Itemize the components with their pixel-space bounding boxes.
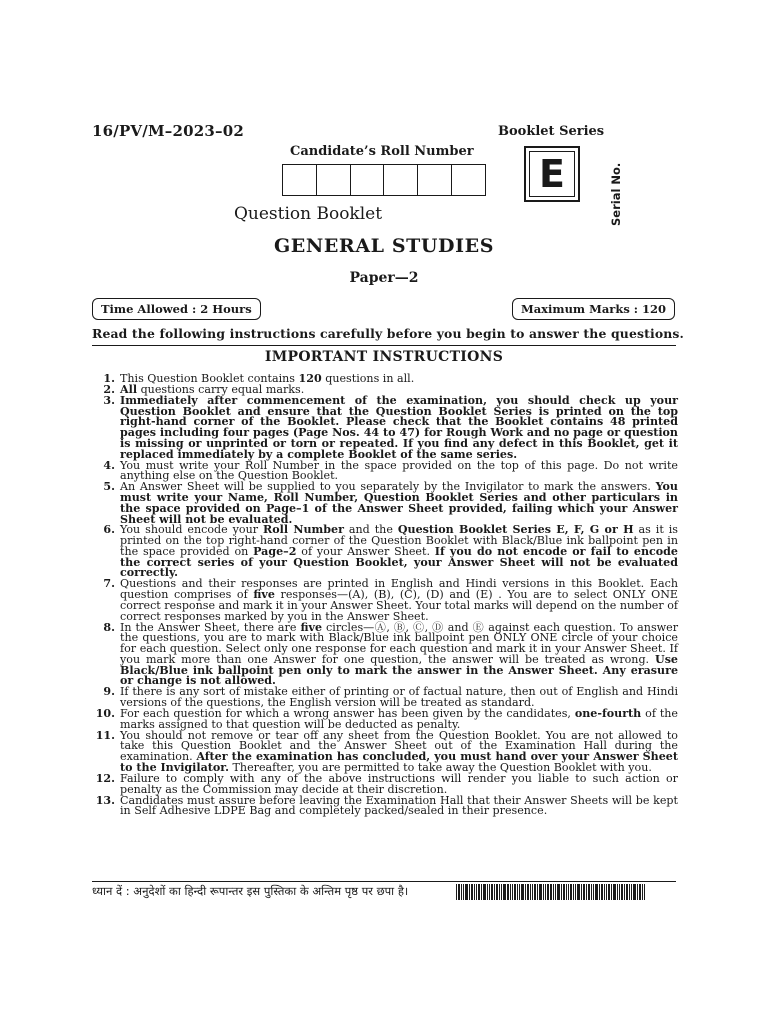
barcode-bar <box>537 884 538 900</box>
roll-number-grid <box>282 164 486 196</box>
barcode-bar <box>458 884 460 900</box>
paper-code: 16/PV/M–2023–02 <box>92 122 244 140</box>
barcode-bar <box>456 884 457 900</box>
instruction-item <box>92 525 678 579</box>
barcode-bar <box>465 884 468 900</box>
instruction-text: All questions carry equal marks. <box>120 382 305 396</box>
barcode-bar <box>583 884 585 900</box>
barcode-bar <box>512 884 513 900</box>
barcode-bar <box>611 884 612 900</box>
barcode-bar <box>608 884 610 900</box>
roll-number-label: Candidate’s Roll Number <box>290 144 474 159</box>
barcode-bar <box>604 884 605 900</box>
barcode-bar <box>550 884 552 900</box>
instruction-number: 2. <box>103 382 115 396</box>
instruction-item <box>92 579 678 622</box>
roll-number-cell <box>283 165 317 195</box>
barcode-bar <box>619 884 620 900</box>
roll-number-cell <box>317 165 351 195</box>
instruction-text: Immediately after commencement of the examination, you should check up your Question Booklet and ensure that the Question Booklet Series is printed on the top right-hand corner of the Booklet. Please check that the Booklet contains 48 printed pages including four pages (Page Nos. 44 to 47) for Rough Work and no page or question is missing or unprinted or torn or repeated. If you find any defect in this Booklet, get it replaced immediately by a complete Booklet of the same series. <box>120 393 678 461</box>
instruction-text: This Question Booklet contains 120 questions in all. <box>120 372 415 385</box>
roll-number-cell <box>452 165 485 195</box>
instruction-text: For each question for which a wrong answer has been given by the candidates, one-fourth of the marks assigned to that question will be deducted as penalty. <box>120 706 678 731</box>
barcode-bar <box>494 884 495 900</box>
barcode-bar <box>577 884 580 900</box>
instruction-text: Failure to comply with any of the above instructions will render you liable to such action or penalty as the Commission may decide at their discretion. <box>120 771 678 796</box>
booklet-series-box <box>524 146 580 202</box>
instruction-number: 6. <box>103 523 115 537</box>
instruction-item <box>92 728 678 774</box>
barcode-bar <box>499 884 500 900</box>
instruction-item <box>92 771 678 796</box>
barcode-bar <box>496 884 498 900</box>
barcode-bar <box>545 884 546 900</box>
barcode-bar <box>633 884 636 900</box>
roll-number-cell <box>384 165 418 195</box>
barcode-bar <box>561 884 562 900</box>
instruction-number: 1. <box>103 372 115 385</box>
barcode-bar <box>463 884 464 900</box>
barcode-bar <box>525 884 526 900</box>
instruction-text: In the Answer Sheet, there are five circles—Ⓐ, Ⓑ, Ⓒ, Ⓓ and Ⓔ against each question. To answer the questions, you are to mark with Black/Blue ink ballpoint pen ONLY ONE circle of your choice for each question. Select only one response for each question and mark it in your Answer Sheet. If you mark more than one Answer for one question, the answer will be treated as wrong. Use Black/Blue ink ballpoint pen only to mark the answer in the Answer Sheet. Any erasure or change is not allowed. <box>120 620 679 688</box>
barcode <box>456 884 676 900</box>
instruction-item <box>92 793 678 818</box>
instruction-item <box>92 482 678 525</box>
barcode-bar <box>557 884 560 900</box>
barcode-bar <box>595 884 598 900</box>
barcode-bar <box>491 884 493 900</box>
barcode-bar <box>639 884 641 900</box>
barcode-bar <box>573 884 574 900</box>
barcode-bar <box>593 884 594 900</box>
barcode-bar <box>539 884 542 900</box>
barcode-bar <box>507 884 509 900</box>
barcode-bar <box>478 884 480 900</box>
instruction-text: Questions and their responses are printed in English and Hindi versions in this Booklet. Each question comprises of five responses—(A), (B), (C), (D) and (E) . You are to select ONLY ONE correct response and mark it in your Answer Sheet. Your total marks will depend on the number of correct responses marked by you in the Answer Sheet. <box>120 577 679 623</box>
barcode-bar <box>555 884 556 900</box>
instruction-text: If there is any sort of mistake either of printing or of factual nature, then out of English and Hindi versions of the questions, the English version will be treated as standard. <box>120 685 678 709</box>
instruction-item <box>92 393 678 461</box>
barcode-bar <box>637 884 638 900</box>
barcode-bar <box>543 884 544 900</box>
barcode-bar <box>642 884 643 900</box>
instruction-number: 3. <box>103 393 115 407</box>
subject-title: GENERAL STUDIES <box>273 235 495 257</box>
barcode-bar <box>568 884 569 900</box>
barcode-bar <box>621 884 623 900</box>
instruction-number: 10. <box>95 706 115 720</box>
instruction-item <box>92 687 678 709</box>
booklet-title-row <box>0 204 768 224</box>
barcode-bar <box>474 884 475 900</box>
serial-number-label: Serial No. <box>609 162 623 226</box>
barcode-bar <box>517 884 518 900</box>
barcode-bar <box>644 884 645 900</box>
barcode-bar <box>521 884 524 900</box>
booklet-title: Question Booklet <box>233 204 383 224</box>
instruction-item <box>92 706 678 731</box>
paper-number: Paper—2 <box>349 270 419 286</box>
booklet-series-value: E <box>529 151 575 197</box>
instruction-number: 13. <box>95 793 115 807</box>
barcode-bar <box>563 884 565 900</box>
read-instructions-line: Read the following instructions carefully before you begin to answer the questions. <box>92 326 684 341</box>
maximum-marks-badge: Maximum Marks : 120 <box>512 298 675 320</box>
barcode-bar <box>581 884 582 900</box>
instruction-text: Candidates must assure before leaving the Examination Hall that their Answer Sheets will be kept in Self Adhesive LDPE Bag and completely packed/sealed in their presence. <box>120 793 678 818</box>
barcode-bar <box>553 884 554 900</box>
barcode-bar <box>599 884 600 900</box>
top-divider <box>92 345 676 346</box>
instruction-number: 12. <box>95 771 115 785</box>
barcode-bar <box>588 884 590 900</box>
barcode-bar <box>489 884 490 900</box>
instructions-list <box>92 374 678 817</box>
barcode-bar <box>487 884 488 900</box>
instruction-text: You should encode your Roll Number and the Question Booklet Series E, F, G or H as it is printed on the top right-hand corner of the Question Booklet with Black/Blue ink ballpoint pen in the space provided on Page–2 of your Answer Sheet. If you do not encode or fail to encode the correct series of your Question Booklet, your Answer Sheet will not be evaluated correctly. <box>120 523 679 580</box>
barcode-bar <box>575 884 576 900</box>
instruction-number: 11. <box>95 728 115 742</box>
barcode-bar <box>483 884 486 900</box>
barcode-bar <box>629 884 630 900</box>
barcode-bar <box>501 884 502 900</box>
barcode-bar <box>613 884 616 900</box>
instruction-item <box>92 620 679 688</box>
instruction-number: 4. <box>103 458 115 472</box>
bottom-divider <box>92 881 676 882</box>
barcode-bar <box>591 884 592 900</box>
barcode-bar <box>530 884 531 900</box>
booklet-series-label: Booklet Series <box>498 124 605 139</box>
instruction-number: 7. <box>103 577 115 591</box>
barcode-bar <box>534 884 536 900</box>
barcode-bar <box>527 884 529 900</box>
barcode-bar <box>566 884 567 900</box>
barcode-bar <box>547 884 549 900</box>
barcode-bar <box>617 884 618 900</box>
barcode-bar <box>532 884 533 900</box>
time-allowed-badge: Time Allowed : 2 Hours <box>92 298 261 320</box>
instructions-heading: IMPORTANT INSTRUCTIONS <box>264 349 504 365</box>
barcode-bar <box>469 884 470 900</box>
instruction-item <box>92 458 678 483</box>
barcode-bar <box>570 884 572 900</box>
instruction-number: 5. <box>103 480 115 494</box>
barcode-bar <box>476 884 477 900</box>
barcode-bar <box>514 884 516 900</box>
roll-number-cell <box>418 165 452 195</box>
barcode-bar <box>631 884 632 900</box>
roll-number-cell <box>351 165 385 195</box>
barcode-bar <box>606 884 607 900</box>
instruction-number: 9. <box>103 685 115 699</box>
barcode-bar <box>471 884 473 900</box>
hindi-note: ध्यान दें : अनुदेशों का हिन्दी रूपान्तर इस पुस्तिका के अन्तिम पृष्ठ पर छपा है। <box>92 884 409 898</box>
barcode-bar <box>510 884 511 900</box>
instruction-text: You should not remove or tear off any sheet from the Question Booklet. You are not allowed to take this Question Booklet and the Answer Sheet out of the Examination Hall during the examination. After the examination has concluded, you must hand over your Answer Sheet to the Invigilator. Thereafter, you are permitted to take away the Question Booklet with you. <box>120 728 678 774</box>
barcode-bar <box>586 884 587 900</box>
barcode-bar <box>601 884 603 900</box>
instruction-text: You must write your Roll Number in the space provided on the top of this page. Do not write anything else on the Question Booklet. <box>120 458 678 483</box>
barcode-bar <box>503 884 506 900</box>
barcode-bar <box>624 884 625 900</box>
barcode-bar <box>519 884 520 900</box>
instruction-text: An Answer Sheet will be supplied to you separately by the Invigilator to mark the answers. You must write your Name, Roll Number, Question Booklet Series and other particulars in the space provided on Page–1 of the Answer Sheet provided, failing which your Answer Sheet will not be evaluated. <box>120 480 678 526</box>
barcode-bar <box>461 884 462 900</box>
instruction-number: 8. <box>103 620 115 634</box>
barcode-bar <box>626 884 628 900</box>
barcode-bar <box>481 884 482 900</box>
